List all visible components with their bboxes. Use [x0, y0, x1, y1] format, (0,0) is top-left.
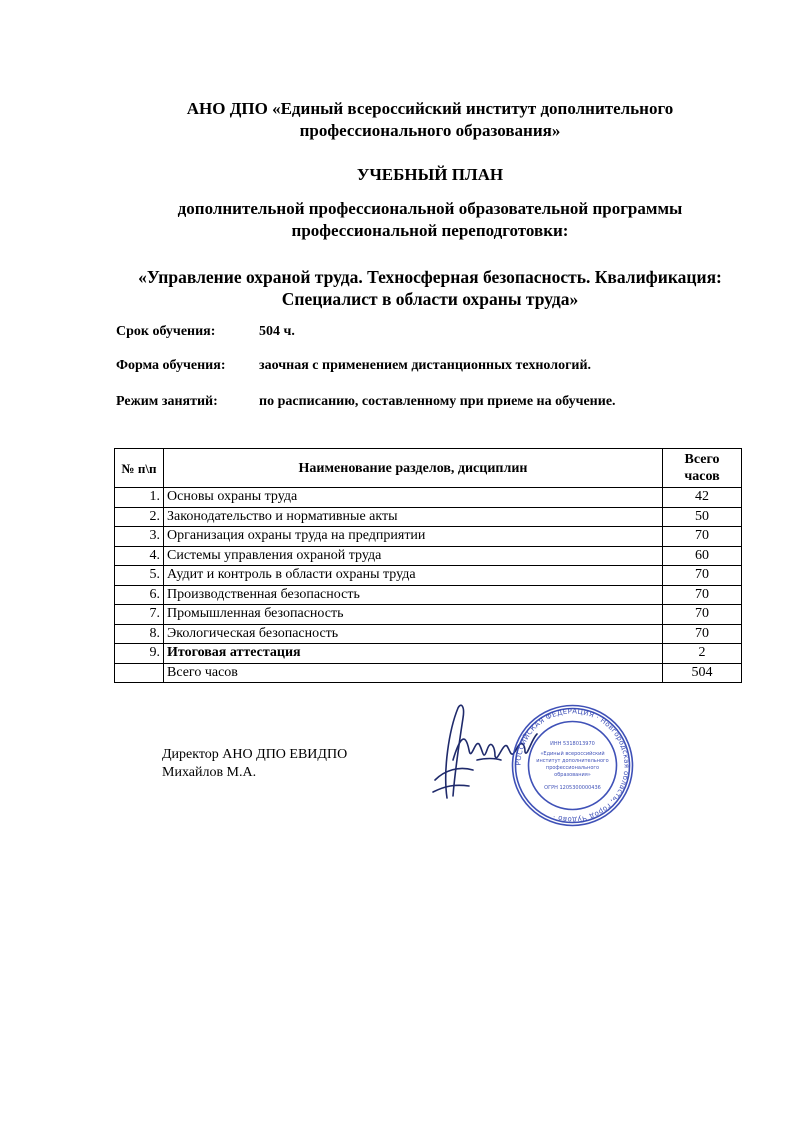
column-header-name: Наименование разделов, дисциплин: [164, 449, 663, 488]
form-label: Форма обучения:: [116, 358, 226, 373]
svg-text:«Единый всероссийский: «Единый всероссийский: [540, 751, 605, 757]
table-header-row: [115, 449, 742, 488]
director-block: [162, 746, 347, 782]
row-name: Основы охраны труда: [164, 488, 663, 508]
table-row: [115, 585, 742, 605]
program-type: дополнительной профессиональной образовательной программы профессиональной переподготовки:: [177, 199, 683, 240]
row-hours: 70: [663, 585, 742, 605]
row-number: 5.: [115, 566, 164, 586]
row-name: Итоговая аттестация: [164, 644, 663, 664]
document-title: УЧЕБНЫЙ ПЛАН: [356, 165, 504, 184]
table-row: [115, 527, 742, 547]
row-number: 1.: [115, 488, 164, 508]
table-row: [115, 624, 742, 644]
table-row: [115, 566, 742, 586]
total-number: [115, 663, 164, 683]
svg-text:ИНН 5318013970: ИНН 5318013970: [550, 741, 595, 747]
row-number: 2.: [115, 507, 164, 527]
row-name: Законодательство и нормативные акты: [164, 507, 663, 527]
row-hours: 70: [663, 566, 742, 586]
svg-text:РОССИЙСКАЯ ФЕДЕРАЦИЯ · Новгоро: РОССИЙСКАЯ ФЕДЕРАЦИЯ · Новгородская область, город Чудово ·: [514, 707, 631, 824]
row-hours: 60: [663, 546, 742, 566]
mode-label: Режим занятий:: [116, 394, 218, 409]
svg-text:институт дополнительного: институт дополнительного: [536, 758, 609, 764]
mode-value: по расписанию, составленному при приеме на обучение.: [259, 394, 616, 409]
row-hours: 70: [663, 605, 742, 625]
table-row: [115, 488, 742, 508]
form-value: заочная с применением дистанционных технологий.: [259, 358, 592, 373]
duration-label: Срок обучения:: [116, 324, 216, 339]
form-row: [116, 358, 592, 374]
row-number: 7.: [115, 605, 164, 625]
program-name: «Управление охраной труда. Техносферная безопасность. Квалификация: Специалист в области охраны труда»: [138, 267, 722, 309]
row-number: 8.: [115, 624, 164, 644]
mode-row: [116, 394, 616, 410]
row-hours: 70: [663, 624, 742, 644]
row-hours: 70: [663, 527, 742, 547]
table-row: [115, 605, 742, 625]
row-number: 6.: [115, 585, 164, 605]
duration-row: [116, 324, 295, 340]
row-name: Производственная безопасность: [164, 585, 663, 605]
column-header-number: № п\п: [115, 449, 164, 488]
total-row: [115, 663, 742, 683]
table-row: [115, 644, 742, 664]
row-name: Организация охраны труда на предприятии: [164, 527, 663, 547]
row-number: 9.: [115, 644, 164, 664]
svg-text:образования»: образования»: [554, 772, 591, 778]
row-name: Системы управления охраной труда: [164, 546, 663, 566]
row-hours: 2: [663, 644, 742, 664]
row-number: 3.: [115, 527, 164, 547]
organization-name: АНО ДПО «Единый всероссийский институт дополнительного профессионального образования»: [186, 99, 674, 140]
column-header-hours: Всего часов: [663, 449, 742, 488]
total-hours: 504: [663, 663, 742, 683]
row-number: 4.: [115, 546, 164, 566]
curriculum-table: [114, 448, 742, 683]
total-label: Всего часов: [164, 663, 663, 683]
table-row: [115, 507, 742, 527]
row-name: Аудит и контроль в области охраны труда: [164, 566, 663, 586]
row-hours: 42: [663, 488, 742, 508]
row-hours: 50: [663, 507, 742, 527]
director-name: Михайлов М.А.: [162, 765, 257, 780]
row-name: Промышленная безопасность: [164, 605, 663, 625]
director-position: Директор АНО ДПО ЕВИДПО: [162, 747, 348, 762]
svg-text:ОГРН 1205300000436: ОГРН 1205300000436: [544, 785, 601, 791]
row-name: Экологическая безопасность: [164, 624, 663, 644]
duration-value: 504 ч.: [259, 324, 295, 339]
table-row: [115, 546, 742, 566]
svg-text:профессионального: профессионального: [545, 765, 600, 771]
organization-seal: [510, 703, 635, 828]
